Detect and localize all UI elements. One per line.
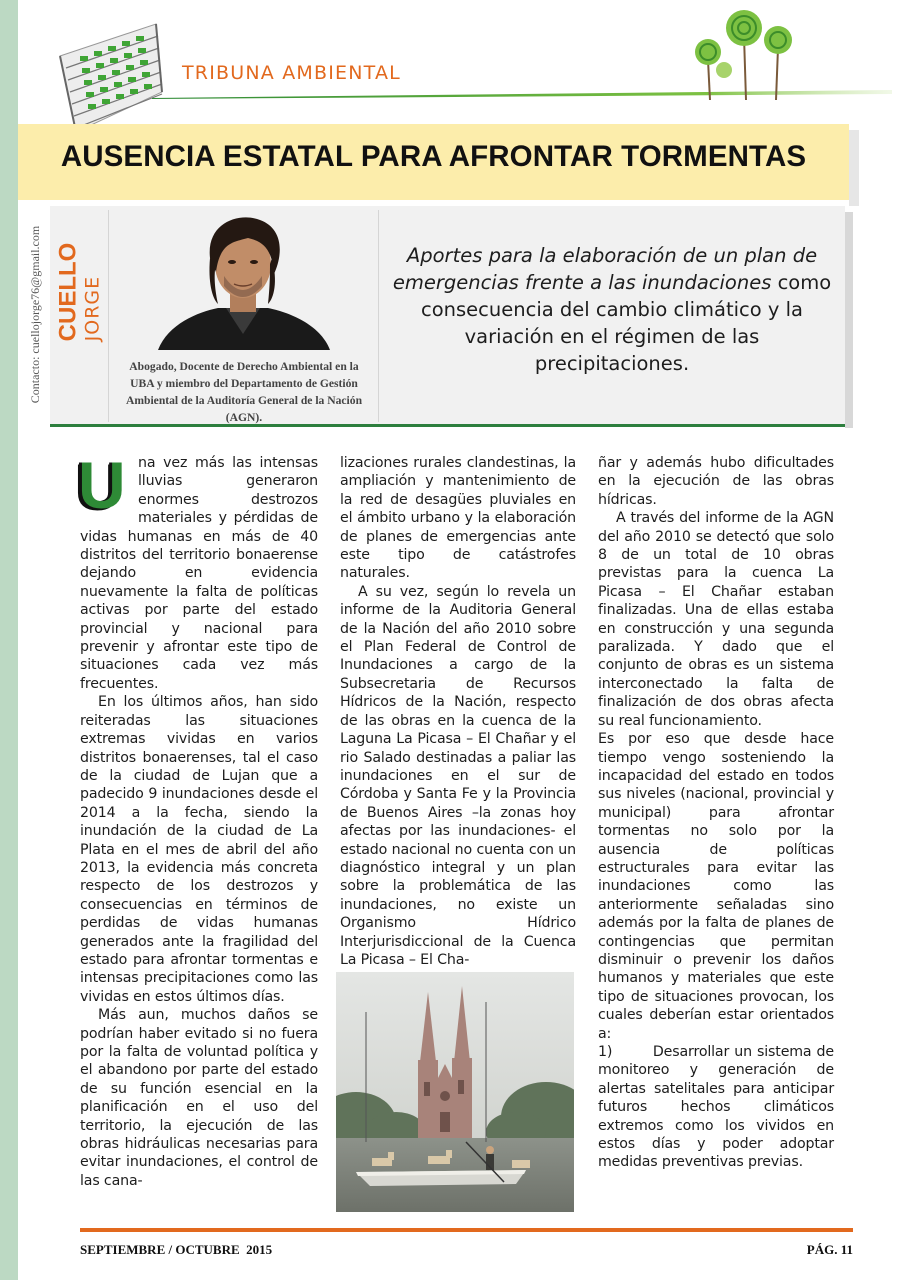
footer-rule (80, 1228, 853, 1232)
flood-photo (336, 972, 574, 1212)
trees-icon (690, 8, 810, 106)
lede-rest: como consecuencia del cambio climático y la variación en el régimen de las precipitaciones. (421, 271, 832, 375)
article-lede (392, 242, 832, 377)
paragraph: lizaciones rurales clandestinas, la ampliación y mantenimiento de la red de desagües pluviales en el ámbito urbano y la elaboración de planes de emergencias ante este tipo de catástrofes naturales. (340, 455, 576, 582)
page-number: PÁG. 11 (806, 1242, 853, 1257)
author-surname: CUELLO (54, 242, 82, 342)
paragraph: En los últimos años, han sido reiteradas las situaciones extremas vividas en varios distritos bonaerenses, tal el caso de la ciudad de Lujan que a padecido 9 inundaciones desde el 2014 a la fecha, siendo la inundación de la ciudad de La Plata en el mes de abril del año 2013, la evidencia más concreta respecto de los destrozos y consecuencias en términos de perdidas de vidas humanas generados ante la fragilidad del estado para afrontar tormentas e intensas precipitaciones como las vividas en estos últimos días. (80, 694, 318, 1005)
dropcap: U (78, 448, 126, 522)
author-portrait (148, 212, 338, 350)
paragraph: Es por eso que desde hace tiempo vengo sosteniendo la incapacidad del estado en todos sus niveles (nacional, provincial y municipal) para afrontar tormentas no solo por la ausencia de políticas estructurales para evitar las inundaciones como las anteriormente señaladas sino además por la falta de planes de contingencias que permitan disminuir o prevenir los daños humanos y materiales que este tipo de situaciones provocan, los cuales deberían estar orientados a: (598, 731, 834, 1042)
author-name (52, 212, 106, 372)
author-bio: Abogado, Docente de Derecho Ambiental en la UBA y miembro del Departamento de Gestión Ambiental de la Auditoría General de la Nación (AGN). (125, 360, 363, 424)
divider (378, 210, 379, 422)
body-column-2 (340, 454, 576, 969)
article-title: AUSENCIA ESTATAL PARA AFRONTAR TORMENTAS (60, 140, 807, 173)
paragraph: A través del informe de la AGN del año 2010 se detectó que solo 8 de un total de 10 obras previstas para la cuenca La Picasa – El Chañar estaban finalizadas. Una de ellas estaba en construcción y una segunda paralizada. Y dado que el conjunto de obras es un sistema interconectado la falta de finalización de dos obras afecta su real funcionamiento. (598, 510, 834, 729)
author-box-shadow (845, 212, 853, 428)
paragraph: na vez más las intensas lluvias generaron enormes destrozos materiales y pérdidas de vidas humanas en más de 40 distritos del territorio bonaerense dejando en evidencia nuevamente la falta de políticas activas por parte del estado provincial y nacional para prevenir y afrontar este tipo de situaciones cada vez más frecuentes. (80, 455, 318, 692)
title-band-shadow (849, 130, 859, 206)
stadium-logo-icon (52, 16, 172, 134)
contact-email: Contacto: cuellojorge76@gmail.com (28, 225, 43, 403)
paragraph: Más aun, muchos daños se podrían haber evitado si no fuera por la falta de voluntad política y el abandono por parte del estado de su función esencial en la planificación en el uso del territorio, la ejecución de las obras hidráulicas necesarias para evitar inundaciones, el control de las cana- (80, 1007, 318, 1189)
section-title: TRIBUNA AMBIENTAL (182, 62, 401, 84)
left-margin-stripe (0, 0, 18, 1280)
issue-date: SEPTIEMBRE / OCTUBRE 2015 (80, 1242, 273, 1257)
divider (108, 210, 109, 422)
list-item: 1) Desarrollar un sistema de monitoreo y generación de alertas satelitales para anticipar futuros hechos climáticos extremos como los vividos en estos días y poder adoptar medidas preventivas previas. (598, 1044, 839, 1171)
lede-italic: Aportes para la elaboración de un plan de emergencias frente a las inundaciones (392, 244, 818, 294)
paragraph: A su vez, según lo revela un informe de la Auditoria General de la Nación del año 2010 sobre el Plan Federal de Control de Inundaciones a cargo de la Subsecretaria de Recursos Hídricos de la Nación, respecto de las obras en la cuenca de la Laguna La Picasa – El Chañar y el rio Salado destinadas a paliar las inundaciones en el sur de Córdoba y Santa Fe y la Provincia de Buenos Aires –la zonas hoy afectas por las inundaciones- el estado nacional no cuenta con un diagnóstico integral y un plan sobre la problemática de las inundaciones, no existe un Organismo Hídrico Interjurisdiccional de la Cuenca La Picasa – El Cha- (340, 583, 576, 968)
author-given-name: JORGE (81, 275, 104, 342)
paragraph: ñar y además hubo dificultades en la ejecución de las obras hídricas. (598, 455, 834, 508)
body-column-1 (78, 448, 318, 1190)
body-column-3 (598, 454, 839, 1172)
